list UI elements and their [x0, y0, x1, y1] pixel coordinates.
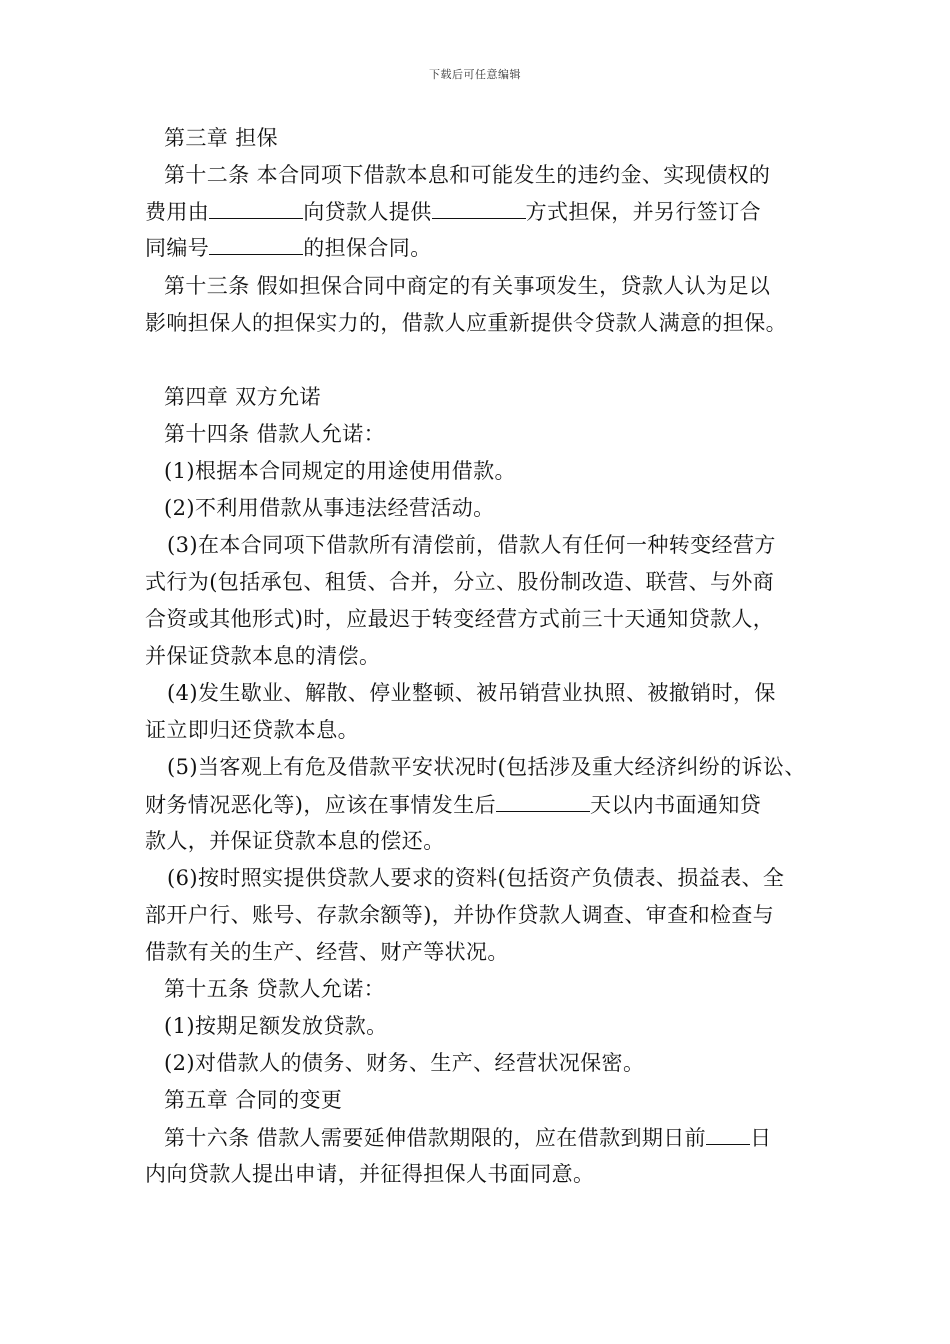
article-14-item-6-line-2: 部开户行、账号、存款余额等)，并协作贷款人调查、审查和检查与 [145, 903, 775, 927]
article-14-item-5-line-2 [145, 791, 761, 818]
blank-guarantee-method[interactable] [432, 198, 526, 219]
article-14-item-6-line-3: 借款有关的生产、经营、财产等状况。 [145, 940, 509, 964]
article-15-item-2: (2)对借款人的债务、财务、生产、经营状况保密。 [164, 1051, 645, 1075]
article-12-text-b: 向贷款人提供 [303, 200, 432, 224]
article-12-text-a: 费用由 [145, 200, 210, 224]
article-14-item-1: (1)根据本合同规定的用途使用借款。 [164, 459, 516, 483]
article-16-line-2: 内向贷款人提出申请，并征得担保人书面同意。 [145, 1162, 595, 1186]
article-14-title: 第十四条 借款人允诺： [164, 422, 386, 446]
blank-contract-number[interactable] [209, 234, 303, 255]
article-12-line-1: 第十二条 本合同项下借款本息和可能发生的违约金、实现债权的 [164, 163, 771, 187]
article-12-text-e: 的担保合同。 [303, 236, 432, 260]
article-14-item-4-line-2: 证立即归还贷款本息。 [145, 718, 359, 742]
article-14-item-3-line-1: (3)在本合同项下借款所有清偿前，借款人有任何一种转变经营方 [167, 533, 776, 557]
blank-guarantor[interactable] [209, 198, 303, 219]
header-note: 下载后可任意编辑 [429, 68, 521, 81]
article-16-text-a: 第十六条 借款人需要延伸借款期限的，应在借款到期日前 [164, 1126, 707, 1150]
article-14-item-3-line-2: 式行为(包括承包、租赁、合并，分立、股份制改造、联营、与外商 [145, 570, 775, 594]
article-14-item-3-line-4: 并保证贷款本息的清偿。 [145, 644, 381, 668]
article-12-text-d: 同编号 [145, 236, 210, 260]
article-14-item-3-line-3: 合资或其他形式)时，应最迟于转变经营方式前三十天通知贷款人， [145, 607, 775, 631]
article-13-line-2: 影响担保人的担保实力的，借款人应重新提供令贷款人满意的担保。 [145, 311, 787, 335]
article-14-item-5-line-1: (5)当客观上有危及借款平安状况时(包括涉及重大经济纠纷的诉讼、 [167, 755, 806, 779]
article-15-item-1: (1)按期足额发放贷款。 [164, 1014, 388, 1038]
article-16-text-b: 日 [750, 1126, 772, 1150]
article-14-item-4-line-1: (4)发生歇业、解散、停业整顿、被吊销营业执照、被撤销时，保 [167, 681, 776, 705]
article-14-item-5-text-b: 天以内书面通知贷 [590, 793, 762, 817]
article-16-line-1 [164, 1124, 771, 1151]
article-14-item-5-line-3: 款人，并保证贷款本息的偿还。 [145, 829, 445, 853]
article-13-line-1: 第十三条 假如担保合同中商定的有关事项发生，贷款人认为足以 [164, 274, 771, 298]
blank-notice-days[interactable] [496, 791, 590, 812]
blank-application-days[interactable] [706, 1124, 750, 1145]
article-15-title: 第十五条 贷款人允诺： [164, 977, 386, 1001]
article-12-line-2 [145, 198, 761, 225]
article-12-line-3 [145, 234, 432, 261]
article-14-item-6-line-1: (6)按时照实提供贷款人要求的资料(包括资产负债表、损益表、全 [167, 866, 785, 890]
article-14-item-5-text-a: 财务情况恶化等)，应该在事情发生后 [145, 793, 496, 817]
chapter-4-title: 第四章 双方允诺 [164, 385, 321, 409]
article-14-item-2: (2)不利用借款从事违法经营活动。 [164, 496, 495, 520]
chapter-5-title: 第五章 合同的变更 [164, 1088, 343, 1112]
article-12-text-c: 方式担保，并另行签订合 [525, 200, 762, 224]
chapter-3-title: 第三章 担保 [164, 126, 279, 150]
